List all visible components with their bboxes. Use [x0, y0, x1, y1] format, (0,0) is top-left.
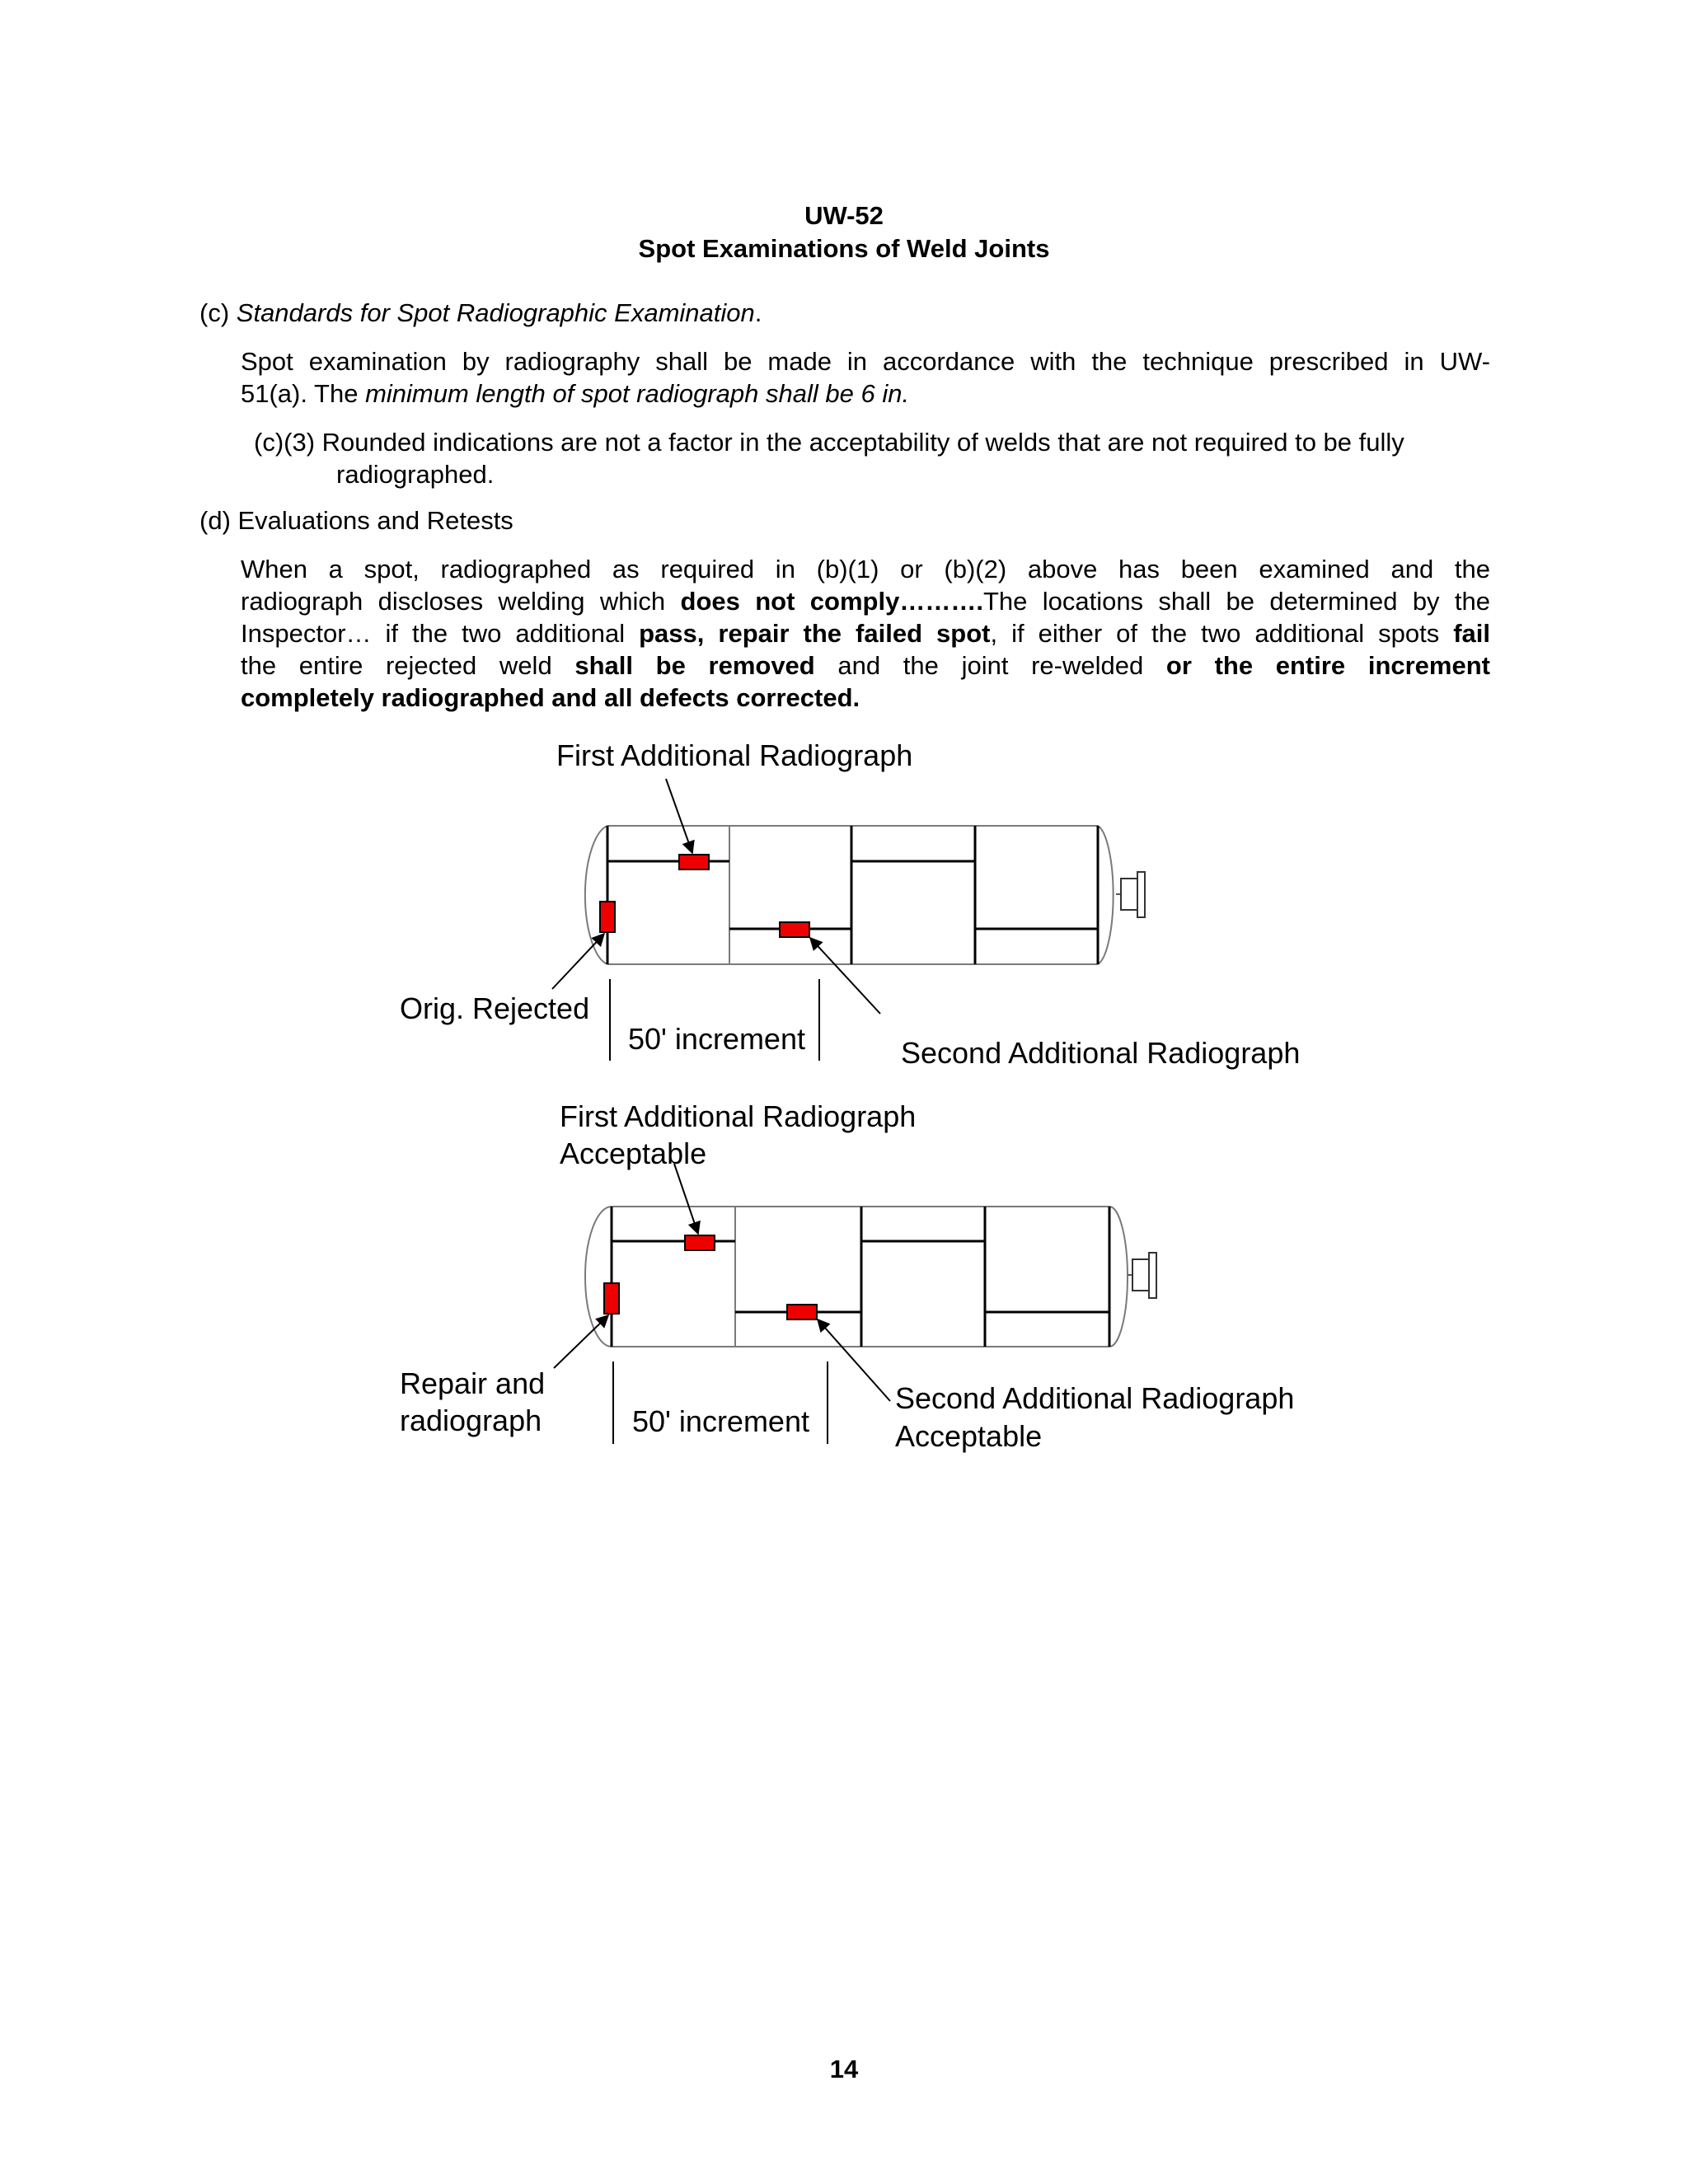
spot-second-additional	[780, 922, 809, 937]
repair-radiograph-label-line1: Repair and	[400, 1366, 546, 1400]
vessel-2-right-head	[1109, 1207, 1128, 1347]
spot-repair-radiograph	[604, 1283, 619, 1314]
section-c-body-line1: Spot examination by radiography shall be made in accordance with the technique prescribed in UW-	[241, 347, 1490, 376]
orig-rejected-label: Orig. Rejected	[400, 991, 590, 1025]
vessel-1-nozzle-flange	[1137, 872, 1145, 917]
vessel-2-nozzle-flange	[1149, 1253, 1156, 1298]
vessel-1-nozzle	[1121, 879, 1137, 910]
second-additional-acceptable-line2: Acceptable	[895, 1419, 1043, 1453]
section-d-line3: Inspector… if the two additional pass, repair the failed spot, if either of the two additional spots fail	[241, 619, 1490, 648]
second-additional-label: Second Additional Radiograph	[901, 1036, 1301, 1070]
spot-second-additional-acceptable	[787, 1305, 817, 1319]
arrow-first-additional-acceptable	[674, 1164, 698, 1234]
second-additional-acceptable-line1: Second Additional Radiograph	[895, 1381, 1295, 1415]
section-c-body-line2: 51(a). The minimum length of spot radiograph shall be 6 in.	[241, 379, 910, 408]
page-number: 14	[829, 2055, 859, 2083]
arrow-repair-radiograph	[554, 1315, 608, 1368]
section-d-line4: the entire rejected weld shall be removed and the joint re-welded or the entire increment	[241, 651, 1490, 680]
repair-radiograph-label-line2: radiograph	[400, 1404, 542, 1437]
page-title: Spot Examinations of Weld Joints	[638, 234, 1050, 263]
section-d-line2: radiograph discloses welding which does not comply……….The locations shall be determined by the	[241, 587, 1491, 616]
section-d-heading: (d) Evaluations and Retests	[199, 506, 513, 535]
section-c-heading: (c) Standards for Spot Radiographic Examination.	[199, 298, 762, 327]
spot-first-additional-acceptable	[685, 1235, 715, 1250]
section-c3-text: (c)(3) Rounded indications are not a factor in the acceptability of welds that are not required to be fully radiographed.	[254, 428, 1404, 489]
vessel-diagram-1	[400, 738, 1300, 1070]
increment-1-label: 50' increment	[628, 1022, 805, 1056]
section-c-title: Standards for Spot Radiographic Examination	[236, 298, 755, 327]
vessel-1-right-head	[1098, 826, 1114, 964]
minimum-length-note: minimum length of spot radiograph shall be 6 in.	[365, 379, 910, 408]
arrow-first-additional	[666, 779, 692, 853]
arrow-second-additional-acceptable	[818, 1319, 890, 1401]
increment-2-label: 50' increment	[632, 1404, 809, 1438]
vessel-1-left-head	[585, 826, 607, 964]
first-additional-acceptable-line1: First Additional Radiograph	[560, 1099, 917, 1133]
section-code: UW-52	[804, 201, 884, 230]
spot-orig-rejected	[600, 902, 615, 932]
first-additional-label: First Additional Radiograph	[556, 738, 913, 772]
section-c-label: (c)	[199, 298, 230, 327]
first-additional-acceptable-line2: Acceptable	[560, 1137, 707, 1170]
section-d-line5: completely radiographed and all defects corrected.	[241, 683, 860, 712]
spot-first-additional	[679, 855, 709, 869]
arrow-second-additional	[810, 938, 880, 1014]
section-d-line1: When a spot, radiographed as required in (b)(1) or (b)(2) above has been examined and the	[241, 555, 1490, 583]
vessel-diagram-2	[400, 1099, 1294, 1453]
arrow-orig-rejected	[552, 934, 604, 989]
vessel-2-nozzle	[1132, 1259, 1149, 1291]
